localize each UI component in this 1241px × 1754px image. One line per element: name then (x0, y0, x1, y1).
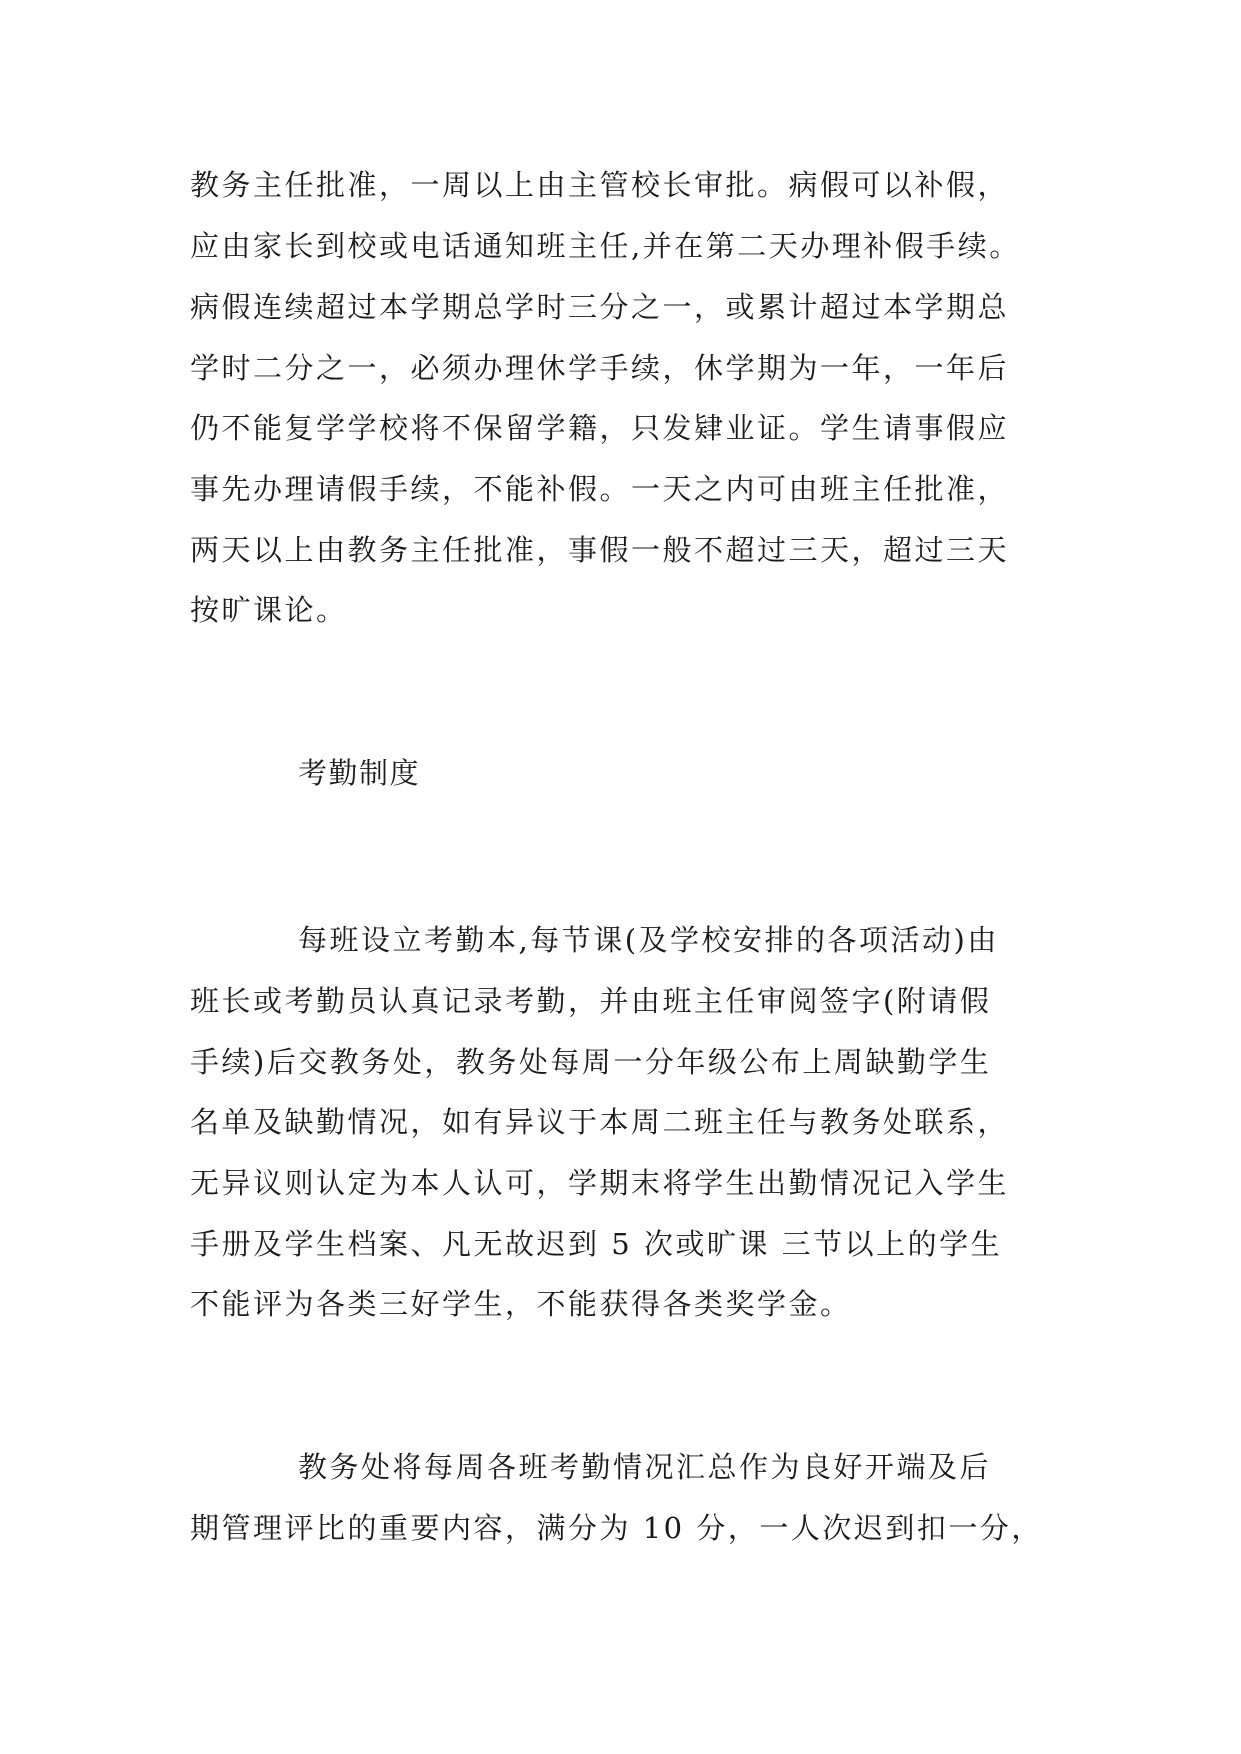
paragraph-1-line: 教务主任批准，一周以上由主管校长审批。病假可以补假， (190, 168, 1010, 202)
paragraph-1-line: 应由家长到校或电话通知班主任,并在第二天办理补假手续。 (190, 229, 1021, 263)
paragraph-1-line: 按旷课论。 (190, 593, 348, 627)
paragraph-1-line: 仍不能复学学校将不保留学籍，只发肄业证。学生请事假应 (190, 411, 1010, 445)
paragraph-3-line: 期管理评比的重要内容，满分为 10 分，一人次迟到扣一分， (190, 1511, 1043, 1545)
paragraph-1-line: 学时二分之一，必须办理休学手续，休学期为一年，一年后 (190, 351, 1010, 385)
paragraph-2-line: 手续)后交教务处，教务处每周一分年级公布上周缺勤学生 (190, 1045, 992, 1079)
paragraph-2-line: 名单及缺勤情况，如有异议于本周二班主任与教务处联系， (190, 1105, 1010, 1139)
section-heading: 考勤制度 (298, 756, 421, 790)
paragraph-2-line: 班长或考勤员认真记录考勤，并由班主任审阅签字(附请假 (190, 984, 992, 1018)
paragraph-1-line: 事先办理请假手续，不能补假。一天之内可由班主任批准， (190, 472, 1010, 506)
paragraph-2-line: 无异议则认定为本人认可，学期末将学生出勤情况记入学生 (190, 1166, 1010, 1200)
paragraph-2-line: 每班设立考勤本,每节课(及学校安排的各项活动)由 (298, 923, 999, 957)
paragraph-2-line: 手册及学生档案、凡无故迟到 5 次或旷课 三节以上的学生 (190, 1227, 1003, 1261)
paragraph-3-line: 教务处将每周各班考勤情况汇总作为良好开端及后 (298, 1450, 992, 1484)
paragraph-1-line: 病假连续超过本学期总学时三分之一，或累计超过本学期总 (190, 290, 1010, 324)
paragraph-2-line: 不能评为各类三好学生，不能获得各类奖学金。 (190, 1287, 852, 1321)
paragraph-1-line: 两天以上由教务主任批准，事假一般不超过三天，超过三天 (190, 533, 1010, 567)
